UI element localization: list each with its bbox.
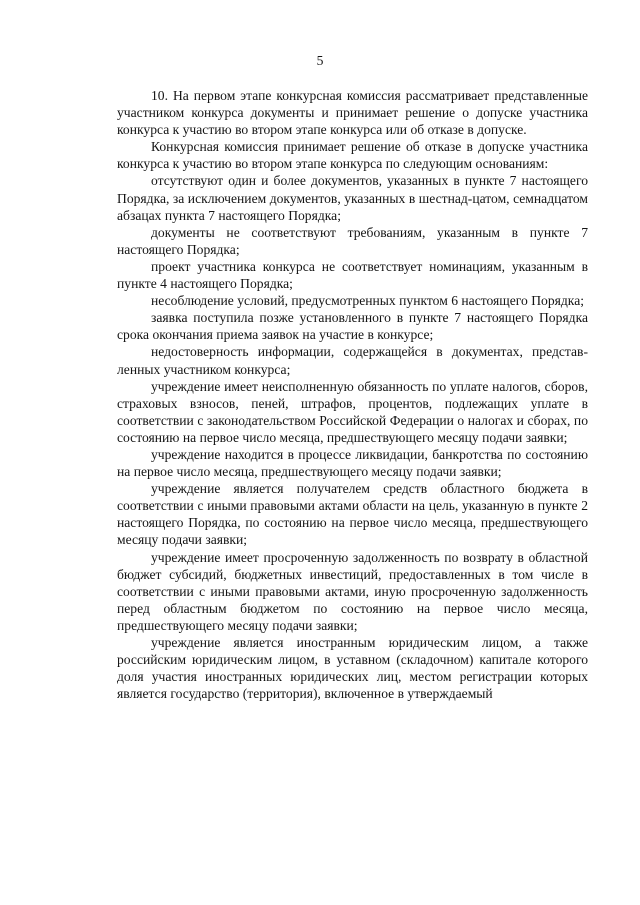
list-item-tax-arrears: учреждение имеет неисполненную обязанность по уплате налогов, сборов, страховых взносов, пеней, штрафов, процентов, подлежащих уплате в соответствии с законодательством Российской Федерации о налогах и сборах, по состоянию на первое число месяца, предшествующего месяцу подачи заявки; [117,378,588,445]
list-item-conditions-not-met: несоблюдение условий, предусмотренных пунктом 6 настоящего Порядка; [151,293,585,309]
list-item-late-application: заявка поступила позже установленного в пункте 7 настоящего Порядка срока окончания приема заявок на участие в конкурсе; [117,310,588,343]
list-item-false-information: недостоверность информации, содержащейся в документах, представ-ленных участником конкурса; [117,344,588,377]
list-item-foreign-entity: учреждение является иностранным юридическим лицом, а также российским юридическим лицом, в уставном (складочном) капитале которого доля участия иностранных юридических лиц, местом регистрации которых является государство (территория), включенное в утверждаемый [117,635,588,702]
list-item-documents-noncompliant: документы не соответствуют требованиям, указанным в пункте 7 настоящего Порядка; [117,224,588,257]
document-body [117,87,588,702]
paragraph-refusal-grounds-intro: Конкурсная комиссия принимает решение об отказе в допуске участника конкурса к участию во втором этапе конкурса по следующим основаниям: [117,139,588,172]
paragraph-item-10: 10. На первом этапе конкурсная комиссия рассматривает представленные участником конкурса документы и принимает решение о допуске участника конкурса к участию во втором этапе конкурса или об отказе в допуске. [117,88,588,138]
list-item-missing-documents: отсутствуют один и более документов, указанных в пункте 7 настоящего Порядка, за исключением документов, указанных в шестнад-цатом, семнадцатом абзацах пункта 7 настоящего Порядка; [117,173,588,223]
list-item-overdue-debt: учреждение имеет просроченную задолженность по возврату в областной бюджет субсидий, бюджетных инвестиций, предоставленных в том числе в соответствии с иными правовыми актами, иную просроченную задолженность перед областным бюджетом по состоянию на первое число месяца, предшествующего месяцу подачи заявки; [117,549,588,633]
list-item-nomination-mismatch: проект участника конкурса не соответствует номинациям, указанным в пункте 4 настоящего Порядка; [117,258,588,292]
page-number: 5 [316,53,324,68]
list-item-budget-recipient: учреждение является получателем средств областного бюджета в соответствии с иными правовыми актами области на цель, указанную в пункте 2 настоящего Порядка, по состоянию на первое число месяца, предшествующего месяцу подачи заявки; [117,481,588,548]
list-item-liquidation: учреждение находится в процессе ликвидации, банкротства по состоянию на первое число месяца, предшествующего месяцу подачи заявки; [117,446,588,480]
